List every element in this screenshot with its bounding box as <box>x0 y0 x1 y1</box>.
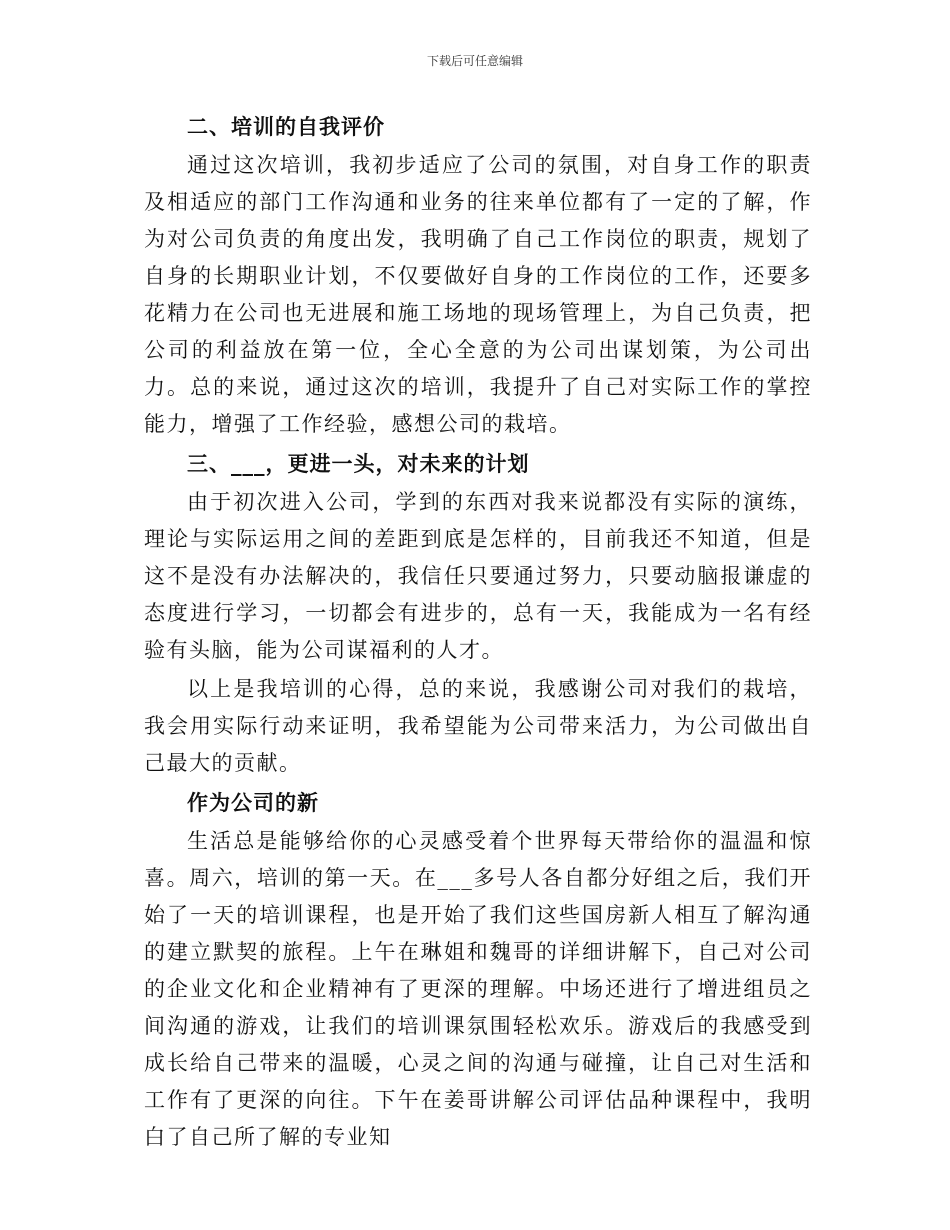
paragraph-conclusion: 以上是我培训的心得，总的来说，我感谢公司对我们的栽培，我会用实际行动来证明，我希望能为公司带来活力，为公司做出自己最大的贡献。 <box>144 677 812 775</box>
paragraph-first-day: 生活总是能够给你的心灵感受着个世界每天带给你的温温和惊喜。周六，培训的第一天。在___多号人各自都分好组之后，我们开始了一天的培训课程，也是开始了我们这些国房新人相互了解沟通的建立默契的旅程。上午在琳姐和魏哥的详细讲解下，自己对公司的企业文化和企业精神有了更深的理解。中场还进行了增进组员之间沟通的游戏，让我们的培训课氛围轻松欢乐。游戏后的我感受到成长给自己带来的温暖，心灵之间的沟通与碰撞，让自己对生活和工作有了更深的向往。下午在姜哥讲解公司评估品种课程中，我明白了自己所了解的专业知 <box>144 829 812 1149</box>
section-heading-self-evaluation: 二、培训的自我评价 <box>187 114 385 139</box>
document-body <box>144 108 812 1156</box>
section-heading-new-employee: 作为公司的新 <box>187 790 319 815</box>
page-header-note: 下载后可任意编辑 <box>426 54 523 68</box>
paragraph-future-plan: 由于初次进入公司，学到的东西对我来说都没有实际的演练，理论与实际运用之间的差距到底是怎样的，目前我还不知道，但是这不是没有办法解决的，我信任只要通过努力，只要动脑报谦虚的态度进行学习，一切都会有进步的，总有一天，我能成为一名有经验有头脑，能为公司谋福利的人才。 <box>144 490 812 662</box>
paragraph-self-evaluation: 通过这次培训，我初步适应了公司的氛围，对自身工作的职责及相适应的部门工作沟通和业务的往来单位都有了一定的了解，作为对公司负责的角度出发，我明确了自己工作岗位的职责，规划了自身的长期职业计划，不仅要做好自身的工作岗位的工作，还要多花精力在公司也无进展和施工场地的现场管理上，为自己负责，把公司的利益放在第一位，全心全意的为公司出谋划策，为公司出力。总的来说，通过这次的培训，我提升了自己对实际工作的掌控能力，增强了工作经验，感想公司的栽培。 <box>144 153 812 436</box>
section-heading-future-plan: 三、___，更进一头，对未来的计划 <box>187 451 530 476</box>
